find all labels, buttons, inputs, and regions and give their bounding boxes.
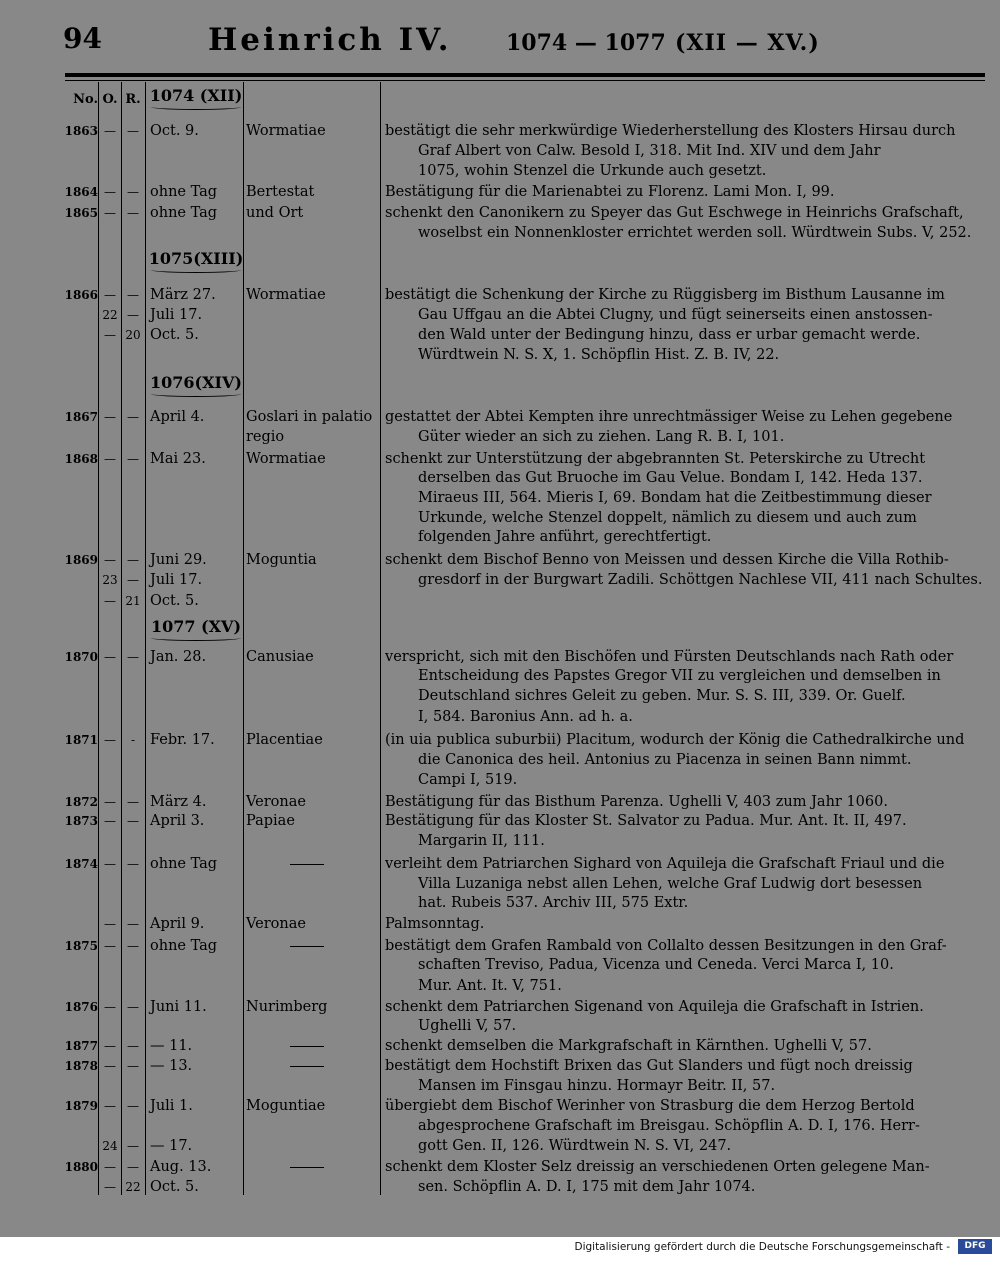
- entry-r: 20: [125, 328, 141, 342]
- entry-number: 1863: [64, 124, 98, 138]
- entry-date: Juli 17.: [150, 572, 203, 588]
- entry-text: woselbst ein Nonnenkloster errichtet werden soll. Würdtwein Subs. V, 252.: [418, 225, 972, 241]
- entry-text: bestätigt die Schenkung der Kirche zu Rüggisberg im Bisthum Lausanne im: [385, 287, 945, 303]
- column-rule-place: [380, 82, 381, 1195]
- entry-r: —: [127, 1039, 139, 1053]
- column-header-no: No.: [73, 92, 98, 107]
- entry-text: Graf Albert von Calw. Besold I, 318. Mit Ind. XIV und dem Jahr: [418, 143, 881, 159]
- place-dash: [290, 946, 324, 947]
- entry-number: 1868: [64, 452, 98, 466]
- entry-r: —: [127, 185, 139, 199]
- entry-text: I, 584. Baronius Ann. ad h. a.: [418, 709, 633, 725]
- entry-text: schenkt zur Unterstützung der abgebrannten St. Peterskirche zu Utrecht: [385, 451, 926, 467]
- entry-text: gestattet der Abtei Kempten ihre unrechtmässiger Weise zu Lehen gegebene: [385, 409, 953, 425]
- entry-text: den Wald unter der Bedingung hinzu, dass er urbar gemacht werde.: [418, 327, 921, 343]
- year-heading: 1077 (XV): [147, 617, 245, 636]
- entry-o: —: [104, 206, 116, 220]
- entry-text: bestätigt dem Hochstift Brixen das Gut Slanders und fügt noch dreissig: [385, 1058, 913, 1074]
- entry-o: —: [104, 594, 116, 608]
- entry-number: 1878: [64, 1059, 98, 1073]
- entry-date: April 4.: [150, 409, 205, 425]
- entry-o: —: [104, 939, 116, 953]
- entry-o: —: [104, 553, 116, 567]
- entry-text: 1075, wohin Stenzel die Urkunde auch gesetzt.: [418, 163, 767, 179]
- entry-date: ohne Tag: [150, 205, 218, 221]
- entry-r: —: [127, 288, 139, 302]
- entry-o: —: [104, 1180, 116, 1194]
- entry-number: 1877: [64, 1039, 98, 1053]
- entry-text: Güter wieder an sich zu ziehen. Lang R. B. I, 101.: [418, 429, 785, 445]
- entry-date: Juni 11.: [150, 999, 207, 1015]
- column-rule-o: [121, 82, 122, 1195]
- entry-number: 1874: [64, 857, 98, 871]
- column-rule-no: [98, 82, 99, 1195]
- entry-o: —: [104, 733, 116, 747]
- entry-o: 24: [102, 1139, 118, 1153]
- entry-date: April 3.: [150, 813, 205, 829]
- entry-o: 22: [102, 308, 118, 322]
- entry-r: —: [127, 795, 139, 809]
- entry-r: —: [127, 553, 139, 567]
- entry-r: —: [127, 410, 139, 424]
- entry-place: Veronae: [246, 794, 306, 810]
- entry-r: —: [127, 1099, 139, 1113]
- entry-date: Juli 1.: [150, 1098, 193, 1114]
- entry-text: bestätigt die sehr merkwürdige Wiederherstellung des Klosters Hirsau durch: [385, 123, 956, 139]
- entry-place: Moguntiae: [246, 1098, 326, 1114]
- entry-o: —: [104, 917, 116, 931]
- page-number: 94: [63, 22, 102, 55]
- entry-text: verleiht dem Patriarchen Sighard von Aquileja die Grafschaft Friaul und die: [385, 856, 945, 872]
- entry-date: — 11.: [150, 1038, 193, 1054]
- entry-place: Wormatiae: [246, 123, 326, 139]
- entry-number: 1864: [64, 185, 98, 199]
- entry-text: die Canonica des heil. Antonius zu Piacenza in seinen Bann nimmt.: [418, 752, 912, 768]
- entry-text: (in uia publica suburbii) Placitum, wodurch der König die Cathedralkirche und: [385, 732, 965, 748]
- entry-number: 1876: [64, 1000, 98, 1014]
- entry-r: 21: [125, 594, 141, 608]
- entry-text: abgesprochene Grafschaft im Breisgau. Schöpflin A. D. I, 176. Herr-: [418, 1118, 920, 1134]
- entry-r: —: [127, 650, 139, 664]
- entry-r: —: [127, 1059, 139, 1073]
- digitization-credit: Digitalisierung gefördert durch die Deutsche Forschungsgemeinschaft -: [574, 1241, 950, 1253]
- page-title: Heinrich IV.: [208, 22, 452, 58]
- entry-date: ohne Tag: [150, 938, 218, 954]
- place-dash: [290, 1167, 324, 1168]
- entry-number: 1867: [64, 410, 98, 424]
- entry-date: Febr. 17.: [150, 732, 215, 748]
- entry-o: —: [104, 1039, 116, 1053]
- entry-text: schenkt dem Kloster Selz dreissig an verschiedenen Orten gelegene Man-: [385, 1159, 930, 1175]
- entry-text: übergiebt dem Bischof Werinher von Strasburg die dem Herzog Bertold: [385, 1098, 915, 1114]
- entry-o: —: [104, 795, 116, 809]
- entry-r: —: [127, 1000, 139, 1014]
- year-heading: 1074 (XII): [147, 86, 245, 105]
- entry-text: Gau Uffgau an die Abtei Clugny, und fügt seinerseits einen anstossen-: [418, 307, 933, 323]
- entry-text: Deutschland sichres Geleit zu geben. Mur. S. S. III, 339. Or. Guelf.: [418, 688, 906, 704]
- column-rule-r: [145, 82, 146, 1195]
- entry-number: 1872: [64, 795, 98, 809]
- entry-text: Miraeus III, 564. Mieris I, 69. Bondam hat die Zeitbestimmung dieser: [418, 490, 932, 506]
- entry-number: 1869: [64, 553, 98, 567]
- entry-text: Bestätigung für das Bisthum Parenza. Ughelli V, 403 zum Jahr 1060.: [385, 794, 888, 810]
- entry-date: — 13.: [150, 1058, 193, 1074]
- entry-place: Canusiae: [246, 649, 314, 665]
- entry-text: Palmsonntag.: [385, 916, 485, 932]
- entry-date: Oct. 5.: [150, 1179, 199, 1195]
- column-header-o: O.: [102, 92, 118, 107]
- entry-text: schenkt demselben die Markgrafschaft in Kärnthen. Ughelli V, 57.: [385, 1038, 872, 1054]
- entry-date: März 4.: [150, 794, 207, 810]
- entry-r: —: [127, 452, 139, 466]
- entry-number: 1866: [64, 288, 98, 302]
- entry-place: und Ort: [246, 205, 304, 221]
- entry-number: 1871: [64, 733, 98, 747]
- year-range: 1074 — 1077: [506, 30, 666, 56]
- year-heading: 1075(XIII): [148, 249, 244, 268]
- entry-o: —: [104, 124, 116, 138]
- reign-years: (XII — XV.): [675, 30, 820, 56]
- entry-date: Juni 29.: [150, 552, 207, 568]
- entry-text: Villa Luzaniga nebst allen Lehen, welche Graf Ludwig dort besessen: [418, 876, 923, 892]
- entry-date: ohne Tag: [150, 856, 218, 872]
- entry-date: Jan. 28.: [150, 649, 207, 665]
- entry-o: —: [104, 1000, 116, 1014]
- place-dash: [290, 1066, 324, 1067]
- entry-r: —: [127, 1160, 139, 1174]
- entry-text: Entscheidung des Papstes Gregor VII zu vergleichen und demselben in: [418, 668, 941, 684]
- header-rule-thin: [65, 80, 985, 81]
- dfg-logo: DFG: [958, 1239, 992, 1254]
- entry-o: —: [104, 857, 116, 871]
- entry-text: Mur. Ant. It. V, 751.: [418, 978, 562, 994]
- entry-date: Aug. 13.: [150, 1159, 212, 1175]
- entry-number: 1870: [64, 650, 98, 664]
- entry-text: verspricht, sich mit den Bischöfen und Fürsten Deutschlands nach Rath oder: [385, 649, 954, 665]
- entry-text: Mansen im Finsgau hinzu. Hormayr Beitr. II, 57.: [418, 1078, 776, 1094]
- entry-o: 23: [102, 573, 118, 587]
- entry-o: —: [104, 1160, 116, 1174]
- entry-text: sen. Schöpflin A. D. I, 175 mit dem Jahr 1074.: [418, 1179, 756, 1195]
- entry-o: —: [104, 814, 116, 828]
- entry-number: 1880: [64, 1160, 98, 1174]
- entry-o: —: [104, 1099, 116, 1113]
- entry-text: schenkt dem Bischof Benno von Meissen und dessen Kirche die Villa Rothib-: [385, 552, 949, 568]
- entry-date: März 27.: [150, 287, 216, 303]
- entry-r: —: [127, 573, 139, 587]
- entry-number: 1875: [64, 939, 98, 953]
- entry-date: Oct. 9.: [150, 123, 199, 139]
- entry-place: Papiae: [246, 813, 295, 829]
- header-rule: [65, 73, 985, 77]
- entry-place: regio: [246, 429, 285, 445]
- entry-o: —: [104, 1059, 116, 1073]
- entry-o: —: [104, 452, 116, 466]
- entry-r: -: [130, 733, 136, 747]
- entry-text: bestätigt dem Grafen Rambald von Collalto dessen Besitzungen in den Graf-: [385, 938, 947, 954]
- entry-number: 1879: [64, 1099, 98, 1113]
- entry-number: 1873: [64, 814, 98, 828]
- entry-place: Veronae: [246, 916, 306, 932]
- entry-o: —: [104, 288, 116, 302]
- entry-text: Bestätigung für das Kloster St. Salvator zu Padua. Mur. Ant. It. II, 497.: [385, 813, 907, 829]
- entry-place: Nurimberg: [246, 999, 328, 1015]
- place-dash: [290, 1046, 324, 1047]
- entry-r: 22: [125, 1180, 141, 1194]
- entry-date: April 9.: [150, 916, 205, 932]
- place-dash: [290, 864, 324, 865]
- entry-place: Wormatiae: [246, 451, 326, 467]
- entry-date: Oct. 5.: [150, 593, 199, 609]
- entry-text: hat. Rubeis 537. Archiv III, 575 Extr.: [418, 895, 689, 911]
- entry-text: schenkt dem Patriarchen Sigenand von Aquileja die Grafschaft in Istrien.: [385, 999, 924, 1015]
- entry-text: schenkt den Canonikern zu Speyer das Gut Eschwege in Heinrichs Grafschaft,: [385, 205, 964, 221]
- entry-r: —: [127, 124, 139, 138]
- entry-o: —: [104, 185, 116, 199]
- entry-text: derselben das Gut Bruoche im Gau Velue. Bondam I, 142. Heda 137.: [418, 470, 923, 486]
- column-header-r: R.: [125, 92, 141, 107]
- entry-date: Mai 23.: [150, 451, 206, 467]
- entry-text: schaften Treviso, Padua, Vicenza und Ceneda. Verci Marca I, 10.: [418, 957, 894, 973]
- entry-r: —: [127, 939, 139, 953]
- year-heading: 1076(XIV): [147, 373, 245, 392]
- entry-r: —: [127, 814, 139, 828]
- entry-place: Moguntia: [246, 552, 317, 568]
- entry-text: Campi I, 519.: [418, 772, 518, 788]
- entry-text: Margarin II, 111.: [418, 833, 545, 849]
- entry-place: Bertestat: [246, 184, 315, 200]
- entry-number: 1865: [64, 206, 98, 220]
- entry-place: Placentiae: [246, 732, 323, 748]
- entry-r: —: [127, 308, 139, 322]
- entry-r: —: [127, 917, 139, 931]
- entry-r: —: [127, 1139, 139, 1153]
- entry-text: gott Gen. II, 126. Würdtwein N. S. VI, 247.: [418, 1138, 732, 1154]
- entry-date: Oct. 5.: [150, 327, 199, 343]
- entry-text: Bestätigung für die Marienabtei zu Florenz. Lami Mon. I, 99.: [385, 184, 835, 200]
- entry-text: gresdorf in der Burgwart Zadili. Schöttgen Nachlese VII, 411 nach Schultes.: [418, 572, 983, 588]
- entry-place: Goslari in palatio: [246, 409, 373, 425]
- entry-r: —: [127, 857, 139, 871]
- entry-text: Urkunde, welche Stenzel doppelt, nämlich zu diesem und auch zum: [418, 510, 917, 526]
- entry-date: Juli 17.: [150, 307, 203, 323]
- entry-text: folgenden Jahre anführt, gerechtfertigt.: [418, 529, 712, 545]
- entry-o: —: [104, 410, 116, 424]
- entry-date: — 17.: [150, 1138, 193, 1154]
- entry-o: —: [104, 328, 116, 342]
- entry-text: Würdtwein N. S. X, 1. Schöpflin Hist. Z. B. IV, 22.: [418, 347, 780, 363]
- entry-o: —: [104, 650, 116, 664]
- entry-text: Ughelli V, 57.: [418, 1018, 517, 1034]
- entry-place: Wormatiae: [246, 287, 326, 303]
- entry-date: ohne Tag: [150, 184, 218, 200]
- entry-r: —: [127, 206, 139, 220]
